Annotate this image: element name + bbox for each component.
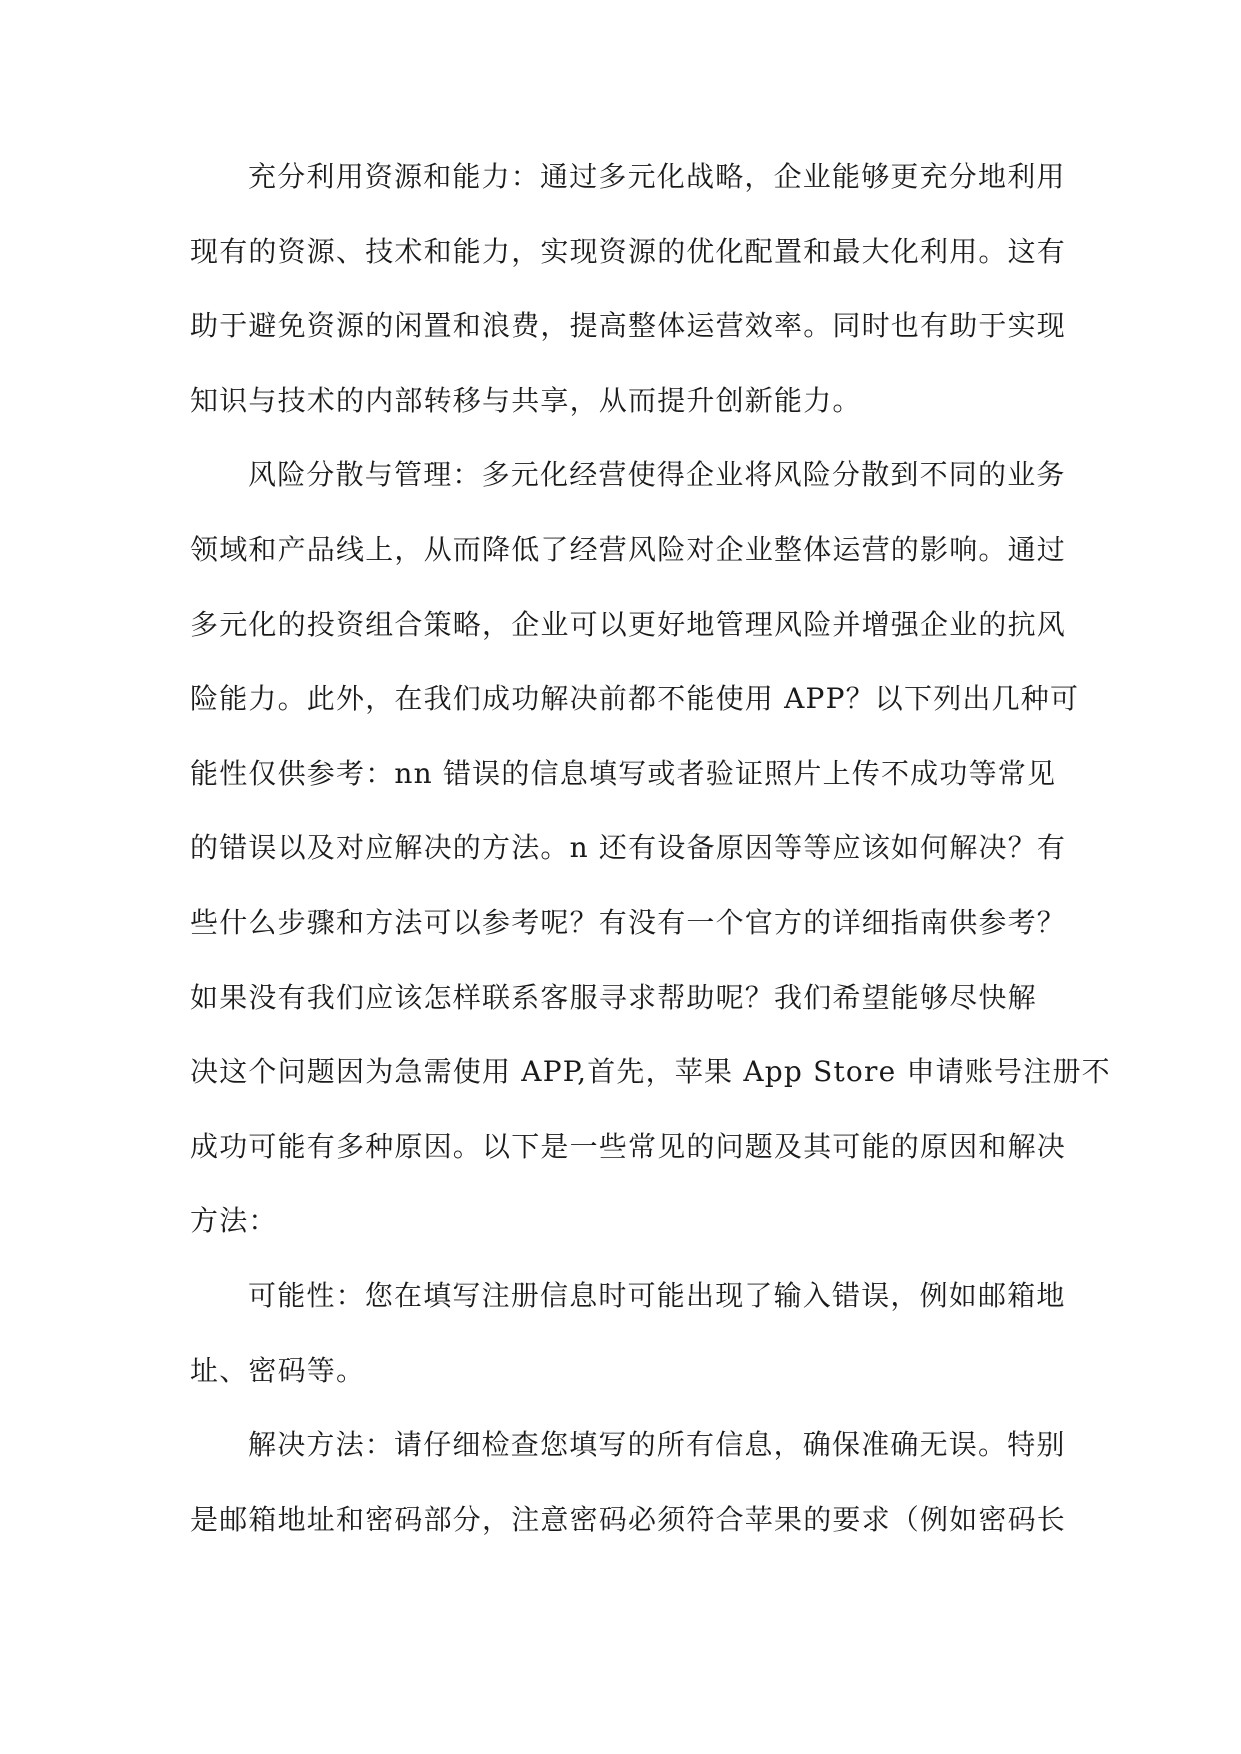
text-line: 充分利用资源和能力：通过多元化战略，企业能够更充分地利用 bbox=[248, 160, 1066, 193]
text-line: 些什么步骤和方法可以参考呢？有没有一个官方的详细指南供参考？ bbox=[190, 905, 1067, 939]
text-line: 可能性：您在填写注册信息时可能出现了输入错误，例如邮箱地 bbox=[248, 1278, 1066, 1312]
paragraph-solution bbox=[190, 1408, 1067, 1557]
text-line: 风险分散与管理：多元化经营使得企业将风险分散到不同的业务 bbox=[248, 458, 1066, 492]
paragraph-possibility bbox=[190, 1259, 1066, 1408]
text-line: 成功可能有多种原因。以下是一些常见的问题及其可能的原因和解决 bbox=[190, 1129, 1067, 1163]
text-line: 解决方法：请仔细检查您填写的所有信息，确保准确无误。特别 bbox=[248, 1428, 1066, 1462]
paragraph-resource-utilization bbox=[190, 140, 1067, 438]
text-line: 险能力。此外，在我们成功解决前都不能使用 APP？以下列出几种可 bbox=[190, 682, 1080, 716]
text-line: 领域和产品线上，从而降低了经营风险对企业整体运营的影响。通过 bbox=[190, 532, 1067, 566]
text-line: 址、密码等。 bbox=[190, 1353, 366, 1387]
text-line: 多元化的投资组合策略，企业可以更好地管理风险并增强企业的抗风 bbox=[190, 607, 1067, 641]
text-line: 如果没有我们应该怎样联系客服寻求帮助呢？我们希望能够尽快解 bbox=[190, 980, 1037, 1014]
text-line: 知识与技术的内部转移与共享，从而提升创新能力。 bbox=[190, 383, 862, 417]
paragraph-risk-management bbox=[190, 438, 1111, 1259]
document-body bbox=[190, 140, 1111, 1557]
text-line: 能性仅供参考：nn 错误的信息填写或者验证照片上传不成功等常见 bbox=[190, 756, 1057, 790]
text-line: 是邮箱地址和密码部分，注意密码必须符合苹果的要求（例如密码长 bbox=[190, 1502, 1067, 1536]
text-line: 的错误以及对应解决的方法。n 还有设备原因等等应该如何解决？有 bbox=[190, 831, 1067, 865]
text-line: 决这个问题因为急需使用 APP,首先，苹果 App Store 申请账号注册不 bbox=[190, 1055, 1111, 1089]
text-line: 方法： bbox=[190, 1204, 278, 1238]
text-line: 助于避免资源的闲置和浪费，提高整体运营效率。同时也有助于实现 bbox=[190, 309, 1067, 343]
text-line: 现有的资源、技术和能力，实现资源的优化配置和最大化利用。这有 bbox=[190, 234, 1067, 268]
